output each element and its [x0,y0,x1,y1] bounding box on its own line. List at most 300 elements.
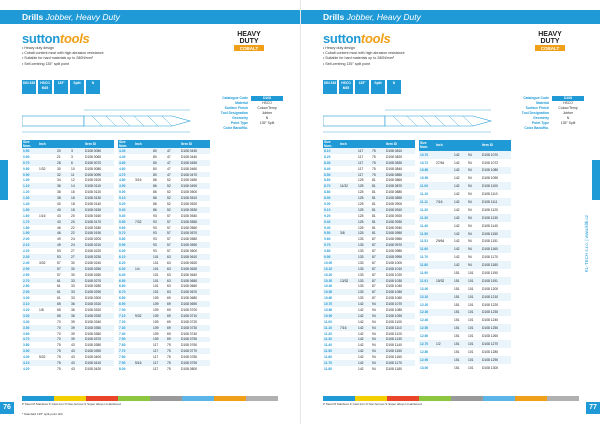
table-cell: 14 [70,183,84,189]
table-cell: 12.00 [420,286,429,291]
table-cell: 142 [358,366,364,371]
table-cell: D108 0190 [84,230,114,236]
table-cell: D108 0650 [180,278,210,284]
table-cell: 39 [70,325,84,331]
table-cell: 75 [372,154,376,159]
table-cell: 43 [70,348,84,354]
table-cell: 13.00 [420,365,429,370]
header-bar [301,10,600,24]
table-cell: 13/32 [339,278,357,284]
table-cell: 142 [453,151,467,159]
table-cell: 20 [71,213,75,218]
table-cell: 70 [56,337,70,343]
table-cell: 57 [56,266,70,272]
table-cell: 81 [372,178,376,183]
table-cell: 75 [167,355,171,360]
legend-swatch [86,396,118,401]
table-cell: D108 0690 [180,301,210,307]
table-cell: 75 [167,343,171,348]
table-cell: 57 [167,249,171,254]
table-cell: 9.90 [323,254,339,260]
table-cell: D108 0210 [84,242,114,248]
table-cell: D108 0990 [385,254,415,260]
table-header-cell [453,140,467,151]
table-cell: 69 [166,337,180,343]
table-cell: 11.80 [419,261,435,269]
table-cell: 87 [372,260,376,265]
legend-swatch [118,396,150,401]
table-cell: D108 0340 [85,319,102,324]
table-cell: 142 [358,319,364,324]
legend-swatch [483,396,515,401]
table-cell: 18 [71,201,75,206]
table-cell: 9.10 [323,207,339,213]
table-cell: D108 1060 [386,296,403,301]
table-cell: 57 [167,225,171,230]
table-cell: 87 [371,254,385,260]
table-cell: D108 0480 [181,178,198,183]
table-cell: 34 [57,178,61,183]
table-cell: D108 1260 [482,334,499,339]
table-cell: D108 1130 [481,214,511,222]
table-cell: 94 [467,245,481,253]
table-cell: D108 0860 [386,178,403,183]
table-cell: 142 [453,261,467,269]
table-cell: D108 0110 [84,183,114,189]
table-cell: D108 1191 [481,277,511,285]
table-cell: 117 [357,160,371,166]
feature-item: • Suitable for hard materials up to 280N/mm² [22,56,93,61]
table-cell: 86 [152,207,166,213]
legend-swatch [419,396,451,401]
table-cell: 133 [358,249,364,254]
table-cell: 5.40 [119,213,126,218]
table-cell: 142 [453,245,467,253]
table-cell: D108 1160 [386,355,402,360]
table-cell: 151 [453,277,467,285]
table-cell: 12.70 [419,340,435,348]
svg-text:HEAVY: HEAVY [538,31,562,38]
table-row [419,301,511,309]
table-cell: 11.30 [419,214,435,222]
table-cell: D108 0150 [84,207,114,213]
table-cell: 94 [467,261,481,269]
table-cell: 142 [357,325,371,331]
table-cell: 151 [454,286,460,291]
table-cell: 142 [453,198,467,206]
brand-logo: suttontools [323,31,391,46]
table-cell: 11.70 [323,360,339,366]
table-cell: 142 [358,343,364,348]
table-cell: 133 [357,278,371,284]
table-cell: 5.80 [119,237,126,242]
table-cell: 94 [468,223,472,228]
table-cell: 8.40 [324,166,331,171]
table-cell: D108 1040 [386,284,403,289]
table-cell: 3.40 [23,319,30,324]
table-cell: 30 [71,272,75,277]
table-cell: 133 [358,296,364,301]
drill-illustration [323,106,493,136]
table-cell: 133 [357,266,371,272]
table-cell: 151 [454,318,460,323]
table-cell: 125 [358,201,364,206]
table-cell: 10.30 [323,278,339,284]
table-cell: 5.20 [119,201,126,206]
table-cell: 4.10 [22,360,38,366]
table-cell: D108 0750 [180,337,210,343]
feature-item: • Self-centring 135° split point [323,61,371,66]
table-cell: 43 [71,355,75,360]
table-cell: D108 0490 [180,183,210,189]
table-cell: 33 [70,278,84,284]
table-cell: D108 0660 [181,284,198,289]
table-cell: 101 [468,286,474,291]
table-cell: 7.50 [118,337,134,343]
table-cell: D108 0370 [84,337,114,343]
table-cell: 125 [358,178,364,183]
table-cell: D108 0810 [385,148,415,154]
table-cell: 93 [153,237,157,242]
table-cell: D108 0220 [85,249,102,254]
table-cell [435,214,453,222]
table-cell: 69 [166,301,180,307]
table-cell: 75 [371,172,385,178]
table-cell: 6.80 [119,296,126,301]
table-cell: 8.90 [323,195,339,201]
table-cell: 101 [467,340,481,348]
table-cell: D108 0290 [84,289,114,295]
table-cell: 109 [153,331,159,336]
table-cell: 4.30 [118,148,134,154]
table-cell: 57 [57,260,61,265]
table-cell: D108 0550 [180,219,210,225]
table-cell: 80 [152,160,166,166]
table-cell: D108 1170 [482,255,498,260]
table-cell: 80 [152,148,166,154]
table-cell: 125 [357,230,371,236]
table-cell: 2.20 [23,249,30,254]
table-cell: 4.00 [23,355,30,360]
table-cell: 3 [71,154,73,159]
table-cell: 3.10 [22,301,38,307]
table-cell: D108 0970 [385,242,415,248]
table-cell: D108 0320 [85,307,102,312]
table-cell: 101 [467,293,481,301]
table-cell: 94 [372,355,376,360]
table-cell: 10 [71,166,75,171]
table-cell: 1.60 [23,213,30,218]
table-cell [435,293,453,301]
table-cell: 5/32 [39,355,46,360]
table-cell: 6.00 [119,249,126,254]
table-cell: D108 1230 [481,309,511,317]
table-cell: 117 [152,360,166,366]
table-cell: D108 1140 [482,223,498,228]
table-cell: D108 1180 [386,366,402,371]
table-header-cell: Item ID [385,140,415,148]
right-page [300,0,600,424]
table-cell: D108 0620 [181,260,198,265]
table-cell: 94 [371,313,385,319]
table-cell: 11.80 [324,366,333,371]
table-cell: 81 [371,195,385,201]
table-cell: 36 [70,313,84,319]
point-angle-icon: 135° [355,80,369,94]
table-cell: 5.70 [118,230,134,236]
table-cell: 40 [57,201,61,206]
table-header-cell: Size Nom. [118,140,134,148]
table-cell: 7.70 [118,348,134,354]
table-cell: 63 [167,284,171,289]
table-cell: 117 [152,348,166,354]
table-cell: 81 [371,219,385,225]
table-cell: 0.80 [23,166,30,171]
table-cell: 94 [468,176,472,181]
page-number: 77 [586,402,600,414]
table-cell: 75 [56,348,70,354]
table-cell: 22 [71,225,75,230]
feature-item: • Self-centring 135° split point [22,61,70,66]
table-cell: D108 1140 [386,343,402,348]
legend-label: P Steel M Stainless K Cast Iron N Non-ferrous S Super alloys H Hardened [22,402,121,406]
table-cell: D108 0500 [181,190,198,195]
table-cell: 87 [371,242,385,248]
table-cell: 3.00 [23,296,30,301]
table-cell: 12.30 [419,309,435,317]
table-cell: 109 [152,301,166,307]
table-cell: D108 0350 [84,325,114,331]
table-cell: 49 [57,237,61,242]
legend-swatch [150,396,182,401]
legend-swatch [22,396,54,401]
point-angle-icon: 135° [54,80,68,94]
table-cell: 47 [166,172,180,178]
table-cell: D108 1170 [385,360,415,366]
table-cell: 10.80 [324,307,333,312]
table-cell: 8.10 [323,148,339,154]
table-cell: 65 [56,313,70,319]
table-cell: 101 [468,334,474,339]
table-cell: D108 1290 [481,356,511,364]
table-row [419,277,511,285]
table-cell: 4.90 [118,183,134,189]
table-cell: D108 0880 [386,190,403,195]
table-cell: 61 [57,284,61,289]
table-cell: 7/16 [435,198,453,206]
table-cell: 142 [454,255,460,260]
table-cell: 81 [371,183,385,189]
table-cell: 142 [358,331,364,336]
table-cell: 101 [468,318,474,323]
table-cell: D108 0250 [84,266,114,272]
table-cell: 87 [372,249,376,254]
table-cell: D108 0360 [85,331,102,336]
table-cell: 142 [453,230,467,238]
table-cell: 3.70 [22,337,38,343]
table-cell: 57 [167,237,171,242]
table-cell [435,364,453,372]
page-title: Drills Jobber, Heavy Duty [22,12,120,22]
table-cell: 87 [371,289,385,295]
table-cell: 2.80 [23,284,30,289]
table-cell [435,285,453,293]
table-cell: 117 [357,172,371,178]
table-cell: D108 0060 [85,154,102,159]
table-cell: 12.80 [420,349,429,354]
legend-swatch [451,396,483,401]
table-cell: 46 [56,230,70,236]
table-cell: 7/16 [339,325,357,331]
table-cell: 18 [70,207,84,213]
table-cell: 5.90 [118,242,134,248]
table-cell: 69 [167,307,171,312]
table-cell: 57 [166,242,180,248]
table-cell: 133 [358,284,364,289]
table-cell: D108 0900 [386,201,403,206]
table-cell: 151 [454,334,460,339]
spec-table: Catalogue Code D108 Material HSCO Surface Finish Colour/Temp Tool Designation Jobber Geometry N Point Type 135° Split Color Band/No. [200,96,283,131]
table-cell: 49 [56,242,70,248]
table-cell: 20 [56,148,70,154]
table-cell: D108 0300 [85,296,102,301]
table-cell: D108 0680 [181,296,198,301]
table-cell: 142 [454,207,460,212]
table-cell: 75 [57,366,61,371]
table-cell: D108 1180 [481,261,511,269]
table-cell: D108 0390 [84,348,114,354]
table-cell: D108 0330 [84,313,114,319]
table-cell: D108 0520 [181,201,198,206]
table-cell: D108 0540 [181,213,198,218]
table-cell: D108 0380 [85,343,102,348]
table-cell: 117 [153,343,159,348]
table-cell: 0.90 [22,172,38,178]
table-cell: 117 [358,154,364,159]
table-cell: 87 [371,278,385,284]
table-row [419,151,511,159]
table-cell: 6.60 [119,284,126,289]
table-cell: D108 0640 [181,272,198,277]
svg-text:HEAVY: HEAVY [237,31,261,38]
table-cell: 5.60 [119,225,126,230]
table-cell: 125 [357,207,371,213]
table-cell: 57 [166,230,180,236]
table-cell [435,174,453,182]
table-cell: 1.70 [22,219,38,225]
table-cell: 101 [468,349,474,354]
feature-item: • Cobalt content most with high abrasion resistance [22,51,104,56]
size-table [22,140,114,372]
table-header-cell: Item ID [180,140,210,148]
table-cell: 80 [153,166,157,171]
table-cell: D108 1151 [482,239,498,244]
table-cell: D108 0200 [85,237,102,242]
table-cell: 61 [56,278,70,284]
table-cell: 1.90 [22,230,38,236]
svg-text:COBALT: COBALT [540,46,560,51]
table-cell: D108 0930 [385,219,415,225]
table-row [419,340,511,348]
table-cell: 94 [468,160,472,165]
table-cell: 24 [70,242,84,248]
table-cell: 10.90 [420,176,429,181]
table-cell: D108 0070 [84,160,114,166]
table-cell: 94 [467,214,481,222]
spec-table: Catalogue Code D108 Material HSCO Surface Finish Colour/Temp Tool Designation Jobber Geometry N Point Type 135° Split Color Band/No. [501,96,584,131]
table-cell: 11.30 [323,337,339,343]
table-cell: D108 1010 [385,266,415,272]
table-cell: 125 [357,195,371,201]
table-cell: D108 0780 [181,355,198,360]
table-cell: D108 1090 [482,176,499,181]
table-cell [435,182,453,190]
table-cell: 52 [166,195,180,201]
table-cell: 142 [357,337,371,343]
table-cell: 70 [57,331,61,336]
table-cell: 151 [453,324,467,332]
table-row [419,269,511,277]
feature-list [323,46,405,67]
table-cell: D108 0730 [180,325,210,331]
table-header-cell [371,140,385,148]
table-cell: D108 1300 [482,365,499,370]
table-cell: 43 [71,366,75,371]
table-cell: 142 [454,176,460,181]
table-cell: 94 [467,167,481,175]
table-cell: D108 0630 [180,266,210,272]
table-cell: 142 [453,214,467,222]
legend-swatch [323,396,355,401]
table-cell: 47 [167,154,171,159]
table-cell: 63 [166,254,180,260]
table-cell: 36 [70,301,84,307]
din-icon: DIN 338 [22,80,36,94]
table-cell: 3/8 [339,230,357,236]
legend-swatch [387,396,419,401]
table-cell: D108 1111 [481,198,511,206]
table-cell [134,366,152,372]
table-cell: 75 [166,348,180,354]
table-cell: 75 [371,148,385,154]
table-cell: D108 1070 [481,151,511,159]
table-cell: 109 [152,313,166,319]
size-table [323,140,415,372]
table-row [419,348,511,356]
table-cell: 7.80 [119,355,126,360]
material-legend [323,396,579,408]
table-cell: D108 0940 [386,225,403,230]
table-cell: 15/32 [435,277,453,285]
table-cell: 8.20 [324,154,331,159]
table-cell: 86 [153,178,157,183]
din-icon: DIN 338 [323,80,337,94]
table-cell: 63 [167,260,171,265]
table-cell: 117 [153,355,159,360]
table-cell: 36 [71,307,75,312]
table-cell: 65 [56,301,70,307]
table-row [419,316,511,324]
table-cell: 133 [358,260,364,265]
table-cell: 86 [153,190,157,195]
table-cell: D108 0770 [180,348,210,354]
table-header-cell [56,140,70,148]
table-cell: 43 [57,213,61,218]
table-cell [435,261,453,269]
table-cell: 1.40 [23,201,30,206]
table-cell [435,356,453,364]
table-cell: 4.20 [23,366,30,371]
